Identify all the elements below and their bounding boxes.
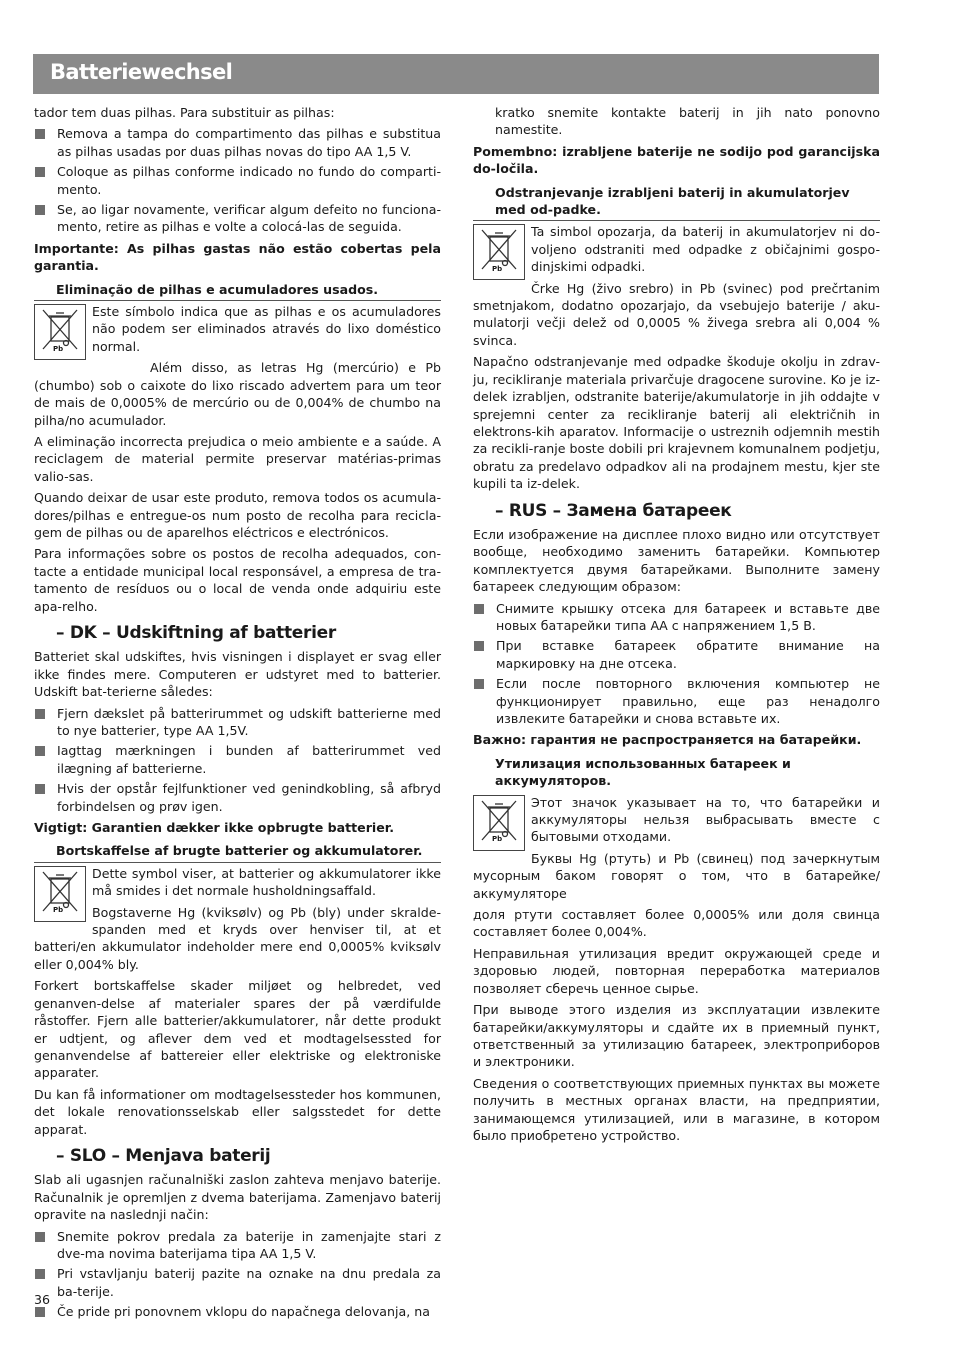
dk-paragraph: Du kan få informationer om modtagelsessteder hos kommunen, det lokale renovationsselskab eller salgsstedet for dette apparat.: [34, 1086, 441, 1137]
rus-intro: Если изображение на дисплее плохо видно или отсутствует вообще, необходимо заменить батарейки. Компьютер комплектуется двумя батарейками. Выполните замену батареек следующим образом:: [473, 526, 880, 595]
slo-paragraph: Napačno odstranjevanje med odpadke škoduje okolju in zdrav-ju, recikliranje materiala privarčuje dragocene surovine. Ko je iz-delek izrabljen, odstranite baterije/akumulatorje in jih oddajte v sprejemni center za recikliranje baterij ali električnih in elektrons-kih aparatov. Informacije o ustreznih odjemnih mestih za recikli-ranje boste dobili pri krajevnem komunalnem podjetju, obratu za predelavo odpadkov ali na prodajnem mestu, kjer ste kupili ta iz-delek.: [473, 354, 880, 492]
list-item: Fjern dækslet på batterirummet og udskift batterierne med to nye batterier, type AA 1,5V.: [34, 705, 441, 740]
slo-intro: Slab ali ugasnjen računalniški zaslon zahteva menjavo baterije. Računalnik je opremljen z dvema baterijama. Zamenjavo baterij opravite na naslednji način:: [34, 1172, 441, 1223]
square-bullet-icon: [35, 746, 45, 756]
square-bullet-icon: [35, 1307, 45, 1317]
dk-important: Vigtigt: Garantien dækker ikke opbrugte batterier.: [34, 820, 394, 836]
left-column: [34, 104, 441, 1325]
slo-bullet-list: [34, 1228, 441, 1321]
square-bullet-icon: [474, 604, 484, 614]
rus-symbol-text: Этот значок указывает на то, что батарейки и аккумуляторы нельзя выбрасывать вместе с бытовыми отходами.: [531, 794, 880, 845]
crossed-out-bin-icon: Pb: [473, 795, 525, 851]
list-item: Snemite pokrov predala za baterije in zamenjajte stari z dve-ma novima baterijama tipa AA 1,5 V.: [34, 1228, 441, 1263]
square-bullet-icon: [35, 1232, 45, 1242]
dk-heading: – DK – Udskiftning af batterier: [56, 622, 336, 643]
list-item: Hvis der opstår fejlfunktioner ved genindkobling, så afbryd forbindelsen og prøv igen.: [34, 780, 441, 815]
crossed-out-bin-icon: Pb: [473, 224, 525, 280]
rus-paragraph: Неправильная утилизация вредит окружающей среде и здоровью людей, повторная переработка материалов позволяет сберечь ценное сырье.: [473, 945, 880, 996]
slo-symbol-text: Ta simbol opozarja, da baterij in akumulatorjev ni do-voljeno odstraniti med odpadke z običajnimi gospo-dinjskimi odpadki.: [531, 224, 880, 275]
square-bullet-icon: [474, 679, 484, 689]
rus-disposal-block: [473, 794, 880, 902]
list-item: Iagttag mærkningen i bunden af batterirummet ved ilægning af batterierne.: [34, 742, 441, 777]
pt-intro: tador tem duas pilhas. Para substituir as pilhas:: [34, 105, 335, 120]
rus-disposal-heading: Утилизация использованных батареек и аккумуляторов.: [495, 755, 791, 789]
dk-paragraph: Forkert bortskaffelse skader miljøet og helbredet, ved genanven-delse af materialer spares der på værdifulde råstoffer. Fjern alle batterier/akkumulatorer, når dette produkt er udtjent, og aflever dem ved et modtagelsessted for genanvendelse af battereier eller elektriske og elektroniske apparater.: [34, 978, 441, 1081]
rus-bullet-list: [473, 600, 880, 728]
list-item: Снимите крышку отсека для батареек и вставьте две новых батарейки типа АА с напряжением 1,5 В.: [473, 600, 880, 635]
rus-paragraph: При выводе этого изделия из эксплуатации извлеките батарейки/аккумуляторы и сдайте их в приемный пункт, ответственный за утилизацию батареек, электроприборов и электроники.: [473, 1002, 880, 1070]
pt-disposal-heading: Eliminação de pilhas e acumuladores usados.: [34, 281, 441, 301]
right-column: [473, 104, 880, 1148]
slo-disposal-heading: Odstranjevanje izrabljeni baterij in akumulatorjev med od-padke.: [473, 184, 880, 222]
dk-symbol-text: Dette symbol viser, at batterier og akkumulatorer ikke må smides i det normale husholdningsaffald.: [92, 865, 441, 899]
pt-paragraph: Para informações sobre os postos de recolha adequados, con-tacte a entidade municipal local responsável, a empresa de tra-tamento de resíduos ou o local de venda onde adquiriu este apa-relho.: [34, 546, 441, 614]
crossed-out-bin-icon: Pb: [34, 304, 86, 360]
pt-important: Importante: As pilhas gastas não estão cobertas pela garantia.: [34, 240, 441, 274]
dk-bullet-list: [34, 705, 441, 815]
dk-intro: Batteriet skal udskiftes, hvis visningen i displayet er svag eller ikke findes mere. Computeren er udstyret med to batterier. Udskift bat-terierne således:: [34, 649, 441, 700]
page-title: Batteriewechsel: [50, 60, 233, 84]
page-header: [33, 54, 879, 94]
rus-hgpb-text-continued: доля ртути составляет более 0,0005% или доля свинца составляет более 0,004%.: [473, 907, 880, 940]
pt-bullet-list: [34, 125, 441, 235]
slo-hgpb-text: Črke Hg (živo srebro) in Pb (svinec) pod prečrtanim smetnjakom, dodatno opozarjajo, da vsebujejo baterije / aku-mulatorji večji delež od 0,0005 % živega srebra ali 0,004 % svinca.: [473, 280, 880, 348]
square-bullet-icon: [35, 709, 45, 719]
list-item: При вставке батареек обратите внимание на маркировку на дне отсека.: [473, 637, 880, 672]
list-item: Coloque as pilhas conforme indicado no fundo do comparti-mento.: [34, 163, 441, 198]
slo-disposal-block: [473, 223, 880, 349]
slo-bullet-continuation: kratko snemite kontakte baterij in jih nato ponovno namestite.: [495, 105, 880, 138]
dk-disposal-heading: Bortskaffelse af brugte batterier og akkumulatorer.: [34, 842, 441, 862]
pt-hgpb-text: Além disso, as letras Hg (mercúrio) e Pb (chumbo) sob o caixote do lixo riscado advertem para um teor de mais de 0,0005% de mercúrio ou de 0,004% de chumbo na pilha/no acumulador.: [34, 360, 441, 428]
square-bullet-icon: [35, 129, 45, 139]
list-item: Если после повторного включения компьютер не функционирует правильно, еще раз ненадолго извлеките батарейки и снова вставьте их.: [473, 675, 880, 727]
rus-paragraph: Сведения о соответствующих приемных пунктах вы можете получить в местных органах власти, на предприятии, занимающемся утилизацией, или в магазине, в котором было приобретено устройство.: [473, 1075, 880, 1143]
crossed-out-bin-icon: Pb: [34, 866, 86, 922]
rus-important: Важно: гарантия не распространяется на батарейки.: [473, 732, 862, 748]
square-bullet-icon: [35, 784, 45, 794]
pt-paragraph: Quando deixar de usar este produto, remova todos os acumula-dores/pilhas e entregue-os num posto de recolha para recicla-gem de pilhas ou de aparelhos eléctricos e electrónicos.: [34, 490, 441, 540]
list-item: Se, ao ligar novamente, verificar algum defeito no funciona-mento, retire as pilhas e volte a colocá-las de seguida.: [34, 201, 441, 236]
pt-paragraph: A eliminação incorrecta prejudica o meio ambiente e a saúde. A reciclagem de material permite preservar matérias-primas valio-sas.: [34, 433, 441, 484]
square-bullet-icon: [474, 641, 484, 651]
rus-hgpb-text: Буквы Hg (ртуть) и Pb (свинец) под зачеркнутым мусорным баком говорят о том, что в батарейке/аккумуляторе: [473, 850, 880, 901]
slo-important: Pomembno: izrabljene baterije ne sodijo pod garancijska do-ločila.: [473, 143, 880, 177]
square-bullet-icon: [35, 1269, 45, 1279]
list-item: Če pride pri ponovnem vklopu do napačnega delovanja, na: [34, 1303, 441, 1320]
slo-heading: – SLO – Menjava baterij: [56, 1145, 271, 1166]
pt-symbol-text: Este símbolo indica que as pilhas e os acumuladores não podem ser eliminados através do lixo doméstico normal.: [92, 304, 441, 354]
dk-disposal-block: [34, 865, 441, 973]
dk-hgpb-text: Bogstaverne Hg (kviksølv) og Pb (bly) under skralde-spanden med et kryds over henviser til, at et batteri/en akkumulator indeholder mere end 0,0005% kviksølv eller 0,004% bly.: [34, 904, 441, 972]
pt-disposal-block: [34, 303, 441, 429]
rus-heading: – RUS – Замена батареек: [495, 500, 732, 521]
page-number: 36: [34, 1292, 51, 1307]
square-bullet-icon: [35, 167, 45, 177]
list-item: Pri vstavljanju baterij pazite na oznake na dnu predala za ba-terije.: [34, 1265, 441, 1300]
square-bullet-icon: [35, 205, 45, 215]
list-item: Remova a tampa do compartimento das pilhas e substitua as pilhas usadas por duas pilhas novas do tipo AA 1,5 V.: [34, 125, 441, 160]
